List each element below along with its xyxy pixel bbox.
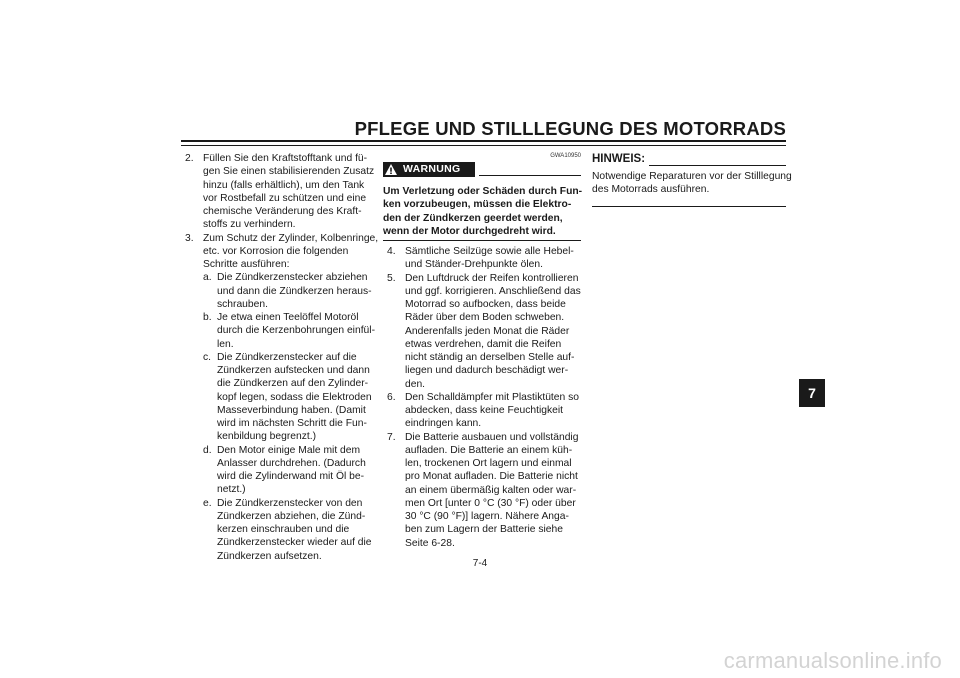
sub-item-e [181,497,381,563]
text-line: Anlasser durchdrehen. (Dadurch [217,457,366,469]
text-line: und Ständer-Drehpunkte ölen. [405,259,543,271]
sub-item-letter: e. [203,497,212,509]
text-line: den der Zündkerzen geerdet werden, [383,212,563,224]
list-item-2 [181,152,381,232]
sub-item-letter: c. [203,351,212,363]
text-line: und ggf. korrigieren. Anschließend das [405,285,581,297]
note-text [592,170,792,197]
right-column [592,152,792,207]
text-line: Die Batterie ausbauen und vollständig [405,431,579,443]
text-line: pro Monat aufladen. Die Batterie nicht [405,471,578,483]
text-line: Zündkerzen abziehen, die Zünd- [217,510,366,522]
sub-item-c [181,351,381,444]
text-line: liegen und dadurch beschädigt wer- [405,365,569,377]
text-line: hinzu (falls erhältlich), um den Tank [203,179,365,191]
text-line: aufladen. Die Batterie an einem küh- [405,444,573,456]
page-title: PFLEGE UND STILLLEGUNG DES MOTORRADS [354,118,786,139]
warning-code: GWA10950 [550,153,581,159]
list-item-number: 5. [387,272,396,284]
list-item-number: 4. [387,246,396,257]
text-line: etwas verdrehen, damit die Reifen [405,338,562,350]
title-rule-thick [181,140,786,142]
warning-header-rule [479,175,581,176]
text-line: men Ort [unter 0 °C (30 °F) oder über [405,497,576,509]
text-line: netzt.) [217,484,246,496]
text-line: gen Sie einen stabilisierenden Zusatz [203,166,375,178]
text-line: wird die Zylinderwand mit Öl be- [217,471,365,482]
left-column [181,152,381,563]
text-line: Den Schalldämpfer mit Plastiktüten so [405,391,579,403]
text-line: den. [405,378,426,390]
warning-label: WARNUNG [403,162,461,175]
text-line: Zum Schutz der Zylinder, Kolbenringe, [203,232,379,244]
note-label: HINWEIS: [592,153,646,165]
warning-text [383,185,581,238]
text-line: durch die Kerzenbohrungen einfül- [217,325,375,337]
text-line: Die Zündkerzenstecker auf die [217,351,357,363]
text-line: an einem übermäßig kalten oder war- [405,484,577,496]
list-item-number: 6. [387,391,396,403]
note-header [592,152,786,168]
text-line: Seite 6-28. [405,537,455,549]
text-line: Den Motor einige Male mit dem [217,444,361,456]
text-line: Zündkerzen aufstecken und dann [217,365,370,376]
page-number: 7-4 [472,558,488,569]
text-line: wenn der Motor durchgedreht wird. [383,225,556,237]
warning-triangle-icon [383,162,399,177]
list-item-number: 3. [185,232,194,244]
text-line: schrauben. [217,298,268,310]
list-item-4 [383,245,581,272]
text-line: stoffs zu verhindern. [203,219,296,231]
sub-item-letter: d. [203,444,212,456]
text-line: kenbildung begrenzt.) [217,431,317,443]
chapter-tab: 7 [799,379,825,407]
text-line: etc. vor Korrosion die folgenden [203,245,349,257]
text-line: und dann die Zündkerzen heraus- [217,285,372,297]
text-line: eindringen kann. [405,418,482,430]
sub-item-letter: b. [203,312,212,323]
text-line: Die Zündkerzenstecker von den [217,497,363,509]
list-item-7 [383,431,581,550]
text-line: Füllen Sie den Kraftstofftank und fü- [203,153,368,164]
text-line: Zündkerzen aufsetzen. [217,550,322,562]
text-line: Schritte ausführen: [203,259,290,270]
text-line: Sämtliche Seilzüge sowie alle Hebel- [405,246,574,257]
text-line: die Zündkerzen auf den Zylinder- [217,378,369,390]
list-item-3 [181,232,381,272]
text-line: vor Rostbefall zu schützen und eine [203,192,367,204]
text-line: Motorrad so aufbocken, dass beide [405,299,566,310]
text-line: nicht ständig an derselben Stelle auf- [405,352,575,363]
text-line: Anderenfalls jeden Monat die Räder [405,325,570,337]
text-line: abdecken, dass keine Feuchtigkeit [405,405,563,416]
text-line: Räder über dem Boden schweben. [405,312,565,324]
text-line: Je etwa einen Teelöffel Motoröl [217,312,359,323]
warning-header [383,162,581,178]
sub-item-letter: a. [203,272,212,284]
text-line: ken vorzubeugen, müssen die Elektro- [383,199,572,211]
sub-item-d [181,444,381,497]
text-line: des Motorrads ausführen. [592,184,710,196]
text-line: Notwendige Reparaturen vor der Stilllegung [592,171,792,182]
warning-end-rule [383,240,581,241]
text-line: kerzen einschrauben und die [217,524,350,535]
watermark: carmanualsonline.info [723,648,942,673]
middle-column [383,152,581,550]
list-item-5 [383,272,581,391]
text-line: len. [217,338,234,350]
text-line: Masseverbindung haben. (Damit [217,404,366,416]
list-item-6 [383,391,581,431]
note-end-rule [592,206,786,207]
text-line: Um Verletzung oder Schäden durch Fun- [383,186,583,197]
text-line: Die Zündkerzenstecker abziehen [217,272,368,284]
text-line: kopf legen, sodass die Elektroden [217,391,372,403]
text-line: ben zum Lagern der Batterie siehe [405,524,563,536]
text-line: len, trockenen Ort lagern und einmal [405,458,572,469]
warning-badge [383,162,475,177]
text-line: wird im nächsten Schritt die Fun- [217,418,367,429]
note-header-rule [649,165,786,166]
sub-item-a [181,271,381,311]
title-rule-thin [181,145,786,146]
text-line: chemische Veränderung des Kraft- [203,206,362,217]
list-item-number: 7. [387,431,396,443]
text-line: 30 °C (90 °F)] lagern. Nähere Anga- [405,511,569,522]
sub-item-b [181,311,381,351]
text-line: Den Luftdruck der Reifen kontrollieren [405,272,579,284]
list-item-number: 2. [185,153,194,164]
text-line: Zündkerzenstecker wieder auf die [217,537,372,549]
